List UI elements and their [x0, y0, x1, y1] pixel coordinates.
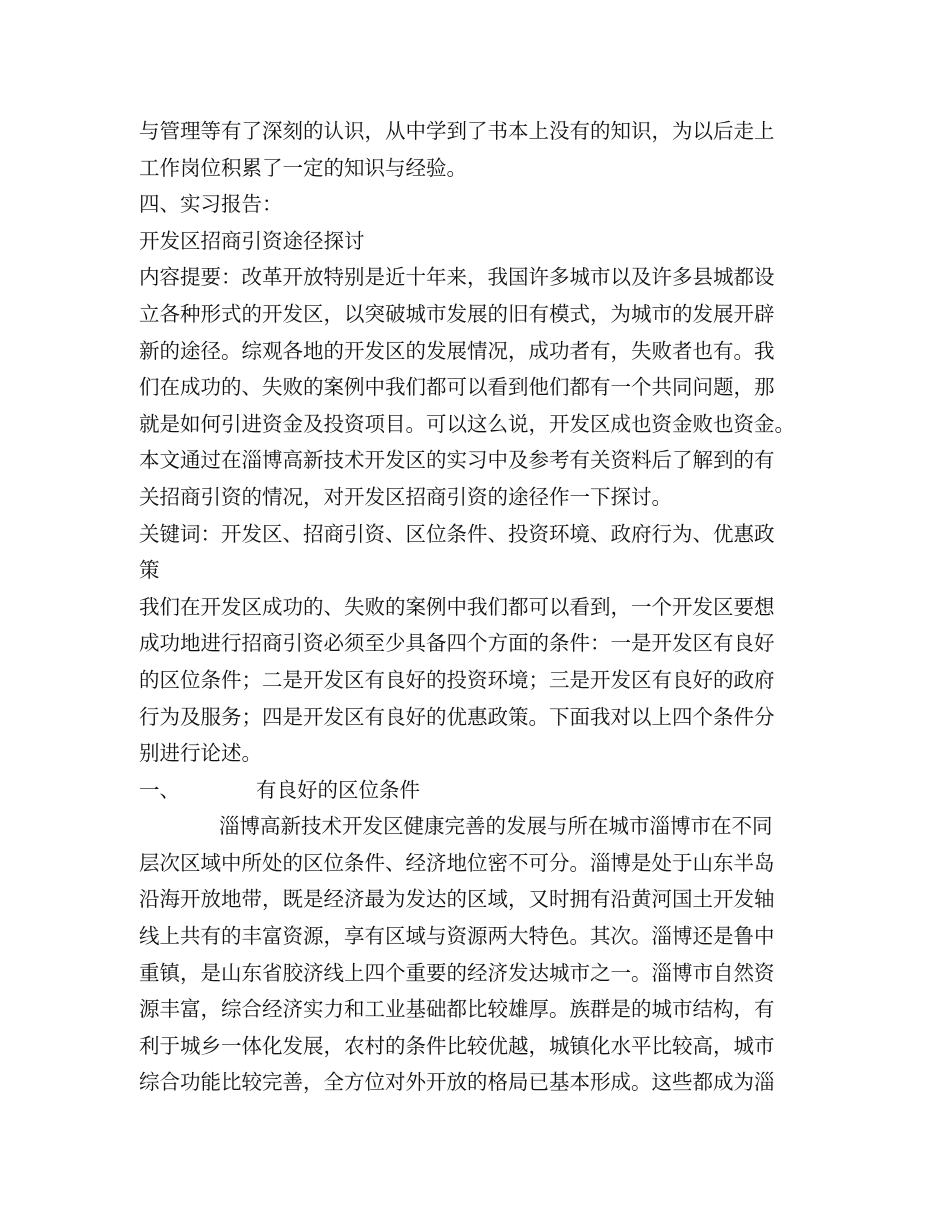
text-line: 重镇，是山东省胶济线上四个重要的经济发达城市之一。淄博市自然资	[139, 960, 775, 985]
abstract-line: 就是如何引进资金及投资项目。可以这么说，开发区成也资金败也资金。	[139, 411, 795, 436]
section-heading	[139, 772, 819, 809]
text-line: 的区位条件；二是开发区有良好的投资环境；三是开发区有良好的政府	[139, 667, 775, 692]
paragraph-first-line: 淄博高新技术开发区健康完善的发展与所在城市淄博市在不同	[219, 814, 773, 839]
abstract-line: 关招商引资的情况，对开发区招商引资的途径作一下探讨。	[139, 484, 672, 509]
section-title-report: 四、实习报告：	[139, 192, 283, 217]
text-line: 线上共有的丰富资源，享有区域与资源两大特色。其次。淄博还是鲁中	[139, 924, 775, 949]
document-body	[139, 113, 819, 1101]
text-line: 我们在开发区成功的、失败的案例中我们都可以看到，一个开发区要想	[139, 594, 775, 619]
section-heading-title: 有良好的区位条件	[256, 777, 420, 802]
keywords-line: 策	[139, 558, 160, 583]
report-title: 开发区招商引资途径探讨	[139, 228, 365, 253]
text-line: 层次区域中所处的区位条件、经济地位密不可分。淄博是处于山东半岛	[139, 850, 775, 875]
abstract-line: 本文通过在淄博高新技术开发区的实习中及参考有关资料后了解到的有	[139, 448, 775, 473]
abstract-line: 们在成功的、失败的案例中我们都可以看到他们都有一个共同问题，那	[139, 375, 775, 400]
text-line: 沿海开放地带，既是经济最为发达的区域，又时拥有沿黄河国土开发轴	[139, 887, 775, 912]
text-line: 别进行论述。	[139, 741, 262, 766]
text-line: 工作岗位积累了一定的知识与经验。	[139, 155, 467, 180]
abstract-line: 立各种形式的开发区，以突破城市发展的旧有模式，为城市的发展开辟	[139, 301, 775, 326]
abstract-line: 新的途径。综观各地的开发区的发展情况，成功者有，失败者也有。我	[139, 338, 775, 363]
text-line: 利于城乡一体化发展，农村的条件比较优越，城镇化水平比较高，城市	[139, 1033, 775, 1058]
text-line: 源丰富，综合经济实力和工业基础都比较雄厚。族群是的城市结构，有	[139, 997, 775, 1022]
keywords-line: 关键词：开发区、招商引资、区位条件、投资环境、政府行为、优惠政	[139, 521, 775, 546]
text-line: 综合功能比较完善，全方位对外开放的格局已基本形成。这些都成为淄	[139, 1070, 775, 1095]
text-line: 成功地进行招商引资必须至少具备四个方面的条件：一是开发区有良好	[139, 631, 775, 656]
section-heading-number: 一、	[139, 777, 180, 802]
text-line: 行为及服务；四是开发区有良好的优惠政策。下面我对以上四个条件分	[139, 704, 775, 729]
abstract-line: 内容提要：改革开放特别是近十年来，我国许多城市以及许多县城都设	[139, 265, 775, 290]
text-line: 与管理等有了深刻的认识，从中学到了书本上没有的知识，为以后走上	[139, 119, 775, 143]
